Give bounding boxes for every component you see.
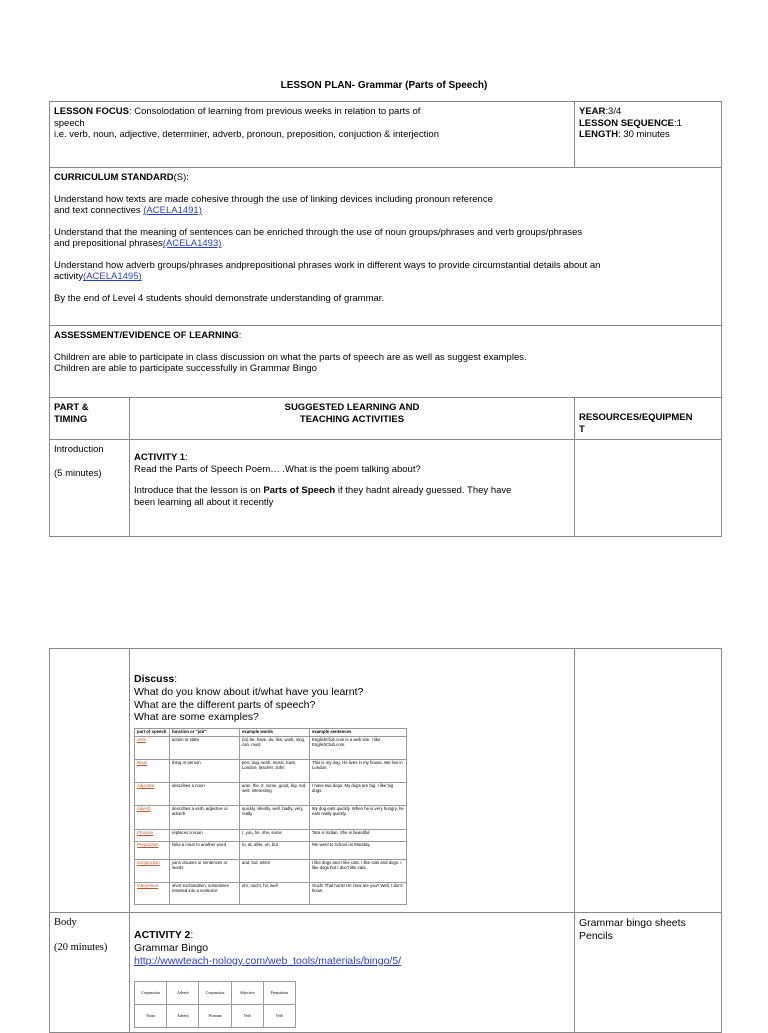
intro-part-label: Introduction bbox=[54, 444, 104, 456]
table-row: Conjunction joins clauses or sentences or words and, but, when I like dogs and I like cats. I like cats and dogs. I like dogs but I don't like cats. bbox=[135, 860, 407, 883]
lesson-focus-text-3: i.e. verb, noun, adjective, determiner, adverb, pronoun, preposition, conjuction & interjection bbox=[54, 129, 439, 141]
assessment-cell bbox=[50, 326, 722, 398]
lesson-meta-cell bbox=[575, 102, 722, 168]
assessment-heading: ASSESSMENT/EVIDENCE OF LEARNING bbox=[54, 330, 239, 341]
curriculum-item: Understand how adverb groups/phrases andprepositional phrases work in different ways to provide circumstantial details about an activity(ACELA1495) bbox=[54, 259, 601, 283]
table-row: Interjection short exclamation, sometimes inserted into a sentence oh!, ouch!, hi!, well Ouch! That hurts! Hi! How are you? Well, I don't know. bbox=[135, 883, 407, 905]
page-title: LESSON PLAN- Grammar (Parts of Speech) bbox=[280, 80, 488, 91]
suggested-activities-header: SUGGESTED LEARNING AND TEACHING ACTIVITIES bbox=[130, 398, 575, 440]
lesson-plan-table-continued bbox=[49, 648, 722, 1033]
body-part-cell bbox=[50, 913, 130, 1033]
discuss-question: What do you know about it/what have you learnt? bbox=[134, 685, 364, 698]
discuss-part-cell bbox=[50, 649, 130, 913]
lesson-focus-text-2: speech bbox=[54, 117, 85, 129]
discuss-cell: Discuss: What do you know about it/what have you learnt? What are the different parts of speech? What are some examples? part of speech function or "job" example words example sentences Verb action or state (to) be, have, do, like, work, sing, can, must EnglishClub.com is a web site. I like EnglishClub.com. Noun thing or person pen, dog, work, music, town, London, teacher, John This is my dog. He lives in my house. We live in London. Adjective describes a noun a/an, the, 2, some, good, big, red, well, interesting I have two dogs. My dogs are big. I like big dogs. Adverb describes a verb, adjective or adverb quickly, silently, well, badly, very, really My dog eats quickly. When he is very hungry, he eats really quickly. Pronoun replaces a noun I, you, he, she, some Tara is Indian. She is beautiful. Preposition links a noun to another word to, at, after, on, but We went to school on Monday. Conjunction joins clauses or sentences or words and, but, when I like dogs and I like cats. I like cats and dogs. I like dogs but I don't like cats. Interjection short exclamation, sometimes inserted into a sentence oh!, ouch!, hi!, well Ouch! That hurts! Hi! How are you? Well, I don't know. bbox=[130, 649, 575, 913]
table-row: Adjective describes a noun a/an, the, 2, some, good, big, red, well, interesting I have two dogs. My dogs are big. I like big dogs. bbox=[135, 783, 407, 806]
body-part-label: Body bbox=[54, 917, 77, 928]
assessment-heading-suffix: : bbox=[238, 330, 242, 341]
lesson-focus-text: : Consolodation of learning from previous weeks in relation to parts of bbox=[128, 106, 421, 117]
resources-header: RESOURCES/EQUIPMEN T bbox=[575, 398, 722, 440]
intro-resources-cell bbox=[575, 440, 722, 537]
discuss-resources-cell bbox=[575, 649, 722, 913]
length-label: LENGTH bbox=[579, 129, 619, 141]
body-activity-cell: ACTIVITY 2: Grammar Bingo http://wwwteach-nology.com/web_tools/materials/bingo/5/ Conjunction Adverb Conjunction Adjective Preposition Noun Adverb Pronoun Verb Verb bbox=[130, 913, 575, 1033]
bingo-grid bbox=[134, 981, 296, 1028]
curriculum-item: Understand how texts are made cohesive through the use of linking devices including pronoun reference and text connectives (ACELA1491) bbox=[54, 193, 493, 217]
parts-of-speech-table bbox=[134, 728, 407, 905]
activity-2-label: ACTIVITY 2 bbox=[134, 929, 191, 941]
intro-line: Introduce that the lesson is on Parts of Speech if they hadnt already guessed. They have been learning all about it recently bbox=[134, 485, 512, 508]
sequence-label: LESSON SEQUENCE bbox=[579, 117, 675, 129]
curriculum-heading-suffix: (S): bbox=[173, 172, 189, 183]
acela1495-link[interactable]: (ACELA1495) bbox=[83, 271, 142, 283]
discuss-question: What are the different parts of speech? bbox=[134, 698, 316, 711]
assessment-line: Children are able to participate in class discussion on what the parts of speech are as well as suggest examples. bbox=[54, 351, 527, 363]
intro-part-cell bbox=[50, 440, 130, 537]
grammar-bingo-title: Grammar Bingo bbox=[134, 941, 209, 954]
resource-item: Grammar bingo sheets bbox=[579, 917, 686, 929]
acela1493-link[interactable]: (ACELA1493) bbox=[162, 238, 222, 250]
table-row: Conjunction Adverb Conjunction Adjective Preposition bbox=[135, 982, 296, 1005]
table-row: Verb action or state (to) be, have, do, like, work, sing, can, must EnglishClub.com is a web site. I like EnglishClub.com. bbox=[135, 737, 407, 760]
lesson-focus-cell bbox=[50, 102, 575, 168]
year-label: YEAR bbox=[579, 106, 606, 117]
table-row: Preposition links a noun to another word to, at, after, on, but We went to school on Monday. bbox=[135, 842, 407, 860]
body-timing: (20 minutes) bbox=[54, 941, 108, 953]
discuss-label: Discuss bbox=[134, 673, 175, 685]
acela1491-link[interactable]: (ACELA1491) bbox=[143, 205, 202, 217]
body-resources-cell bbox=[575, 913, 722, 1033]
lesson-focus-label: LESSON FOCUS bbox=[54, 106, 129, 117]
assessment-line: Children are able to participate successfully in Grammar Bingo bbox=[54, 363, 317, 375]
table-row: Adverb describes a verb, adjective or adverb quickly, silently, well, badly, very, really My dog eats quickly. When he is very hungry, he eats really quickly. bbox=[135, 806, 407, 830]
table-row: Noun Adverb Pronoun Verb Verb bbox=[135, 1005, 296, 1028]
curriculum-item: Understand that the meaning of sentences can be enriched through the use of noun groups/phrases and verb groups/phrases and prepositional phrases(ACELA1493) bbox=[54, 226, 583, 250]
resource-item: Pencils bbox=[579, 929, 613, 942]
intro-timing: (5 minutes) bbox=[54, 467, 102, 479]
part-timing-header: PART & TIMING bbox=[50, 398, 130, 440]
table-row: Noun thing or person pen, dog, work, music, town, London, teacher, John This is my dog. He lives in my house. We live in London. bbox=[135, 760, 407, 783]
curriculum-heading: CURRICULUM STANDARD bbox=[54, 172, 174, 183]
discuss-question: What are some examples? bbox=[134, 711, 259, 724]
intro-activity-cell: ACTIVITY 1: Read the Parts of Speech Poem… .What is the poem talking about? Introduce that the lesson is on Parts of Speech if they hadnt already guessed. They have been learning all about it recently bbox=[130, 440, 575, 537]
table-row: part of speech function or "job" example words example sentences bbox=[135, 729, 407, 737]
lesson-plan-table bbox=[49, 101, 722, 537]
curriculum-cell bbox=[50, 168, 722, 326]
year-value: :3/4 bbox=[605, 106, 622, 117]
sequence-value: :1 bbox=[674, 117, 682, 129]
bingo-url-link[interactable]: http://wwwteach-nology.com/web_tools/materials/bingo/5/ bbox=[134, 954, 402, 967]
length-value: : 30 minutes bbox=[618, 129, 670, 141]
activity-1-label: ACTIVITY 1 bbox=[134, 452, 186, 464]
table-row: Pronoun replaces a noun I, you, he, she, some Tara is Indian. She is beautiful. bbox=[135, 830, 407, 842]
intro-line: Read the Parts of Speech Poem… .What is the poem talking about? bbox=[134, 463, 421, 475]
curriculum-closing: By the end of Level 4 students should demonstrate understanding of grammar. bbox=[54, 293, 385, 305]
